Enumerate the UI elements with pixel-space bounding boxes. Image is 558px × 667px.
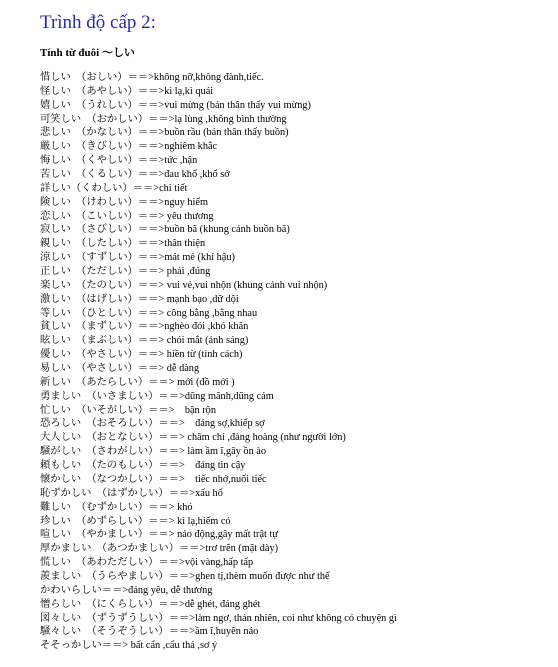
vocabulary-list: [40, 71, 555, 653]
vocabulary-entry: 懐かしい （なつかしい）＝＝> tiếc nhớ,nuối tiếc: [40, 473, 267, 485]
vocabulary-entry: 寂しい （さびしい）＝＝>buồn bã (khung cảnh buồn bã): [40, 224, 290, 236]
page-title: Trình độ cấp 2:: [40, 12, 156, 33]
vocabulary-entry: 激しい （はげしい）＝＝> mạnh bạo ,dữ dội: [40, 293, 239, 305]
vocabulary-entry: 勇ましい （いさましい）＝＝>dũng mãnh,dũng cảm: [40, 390, 274, 402]
vocabulary-entry: 恥ずかしい （はずかしい）＝＝>xấu hổ: [40, 487, 223, 499]
vocabulary-entry: 嬉しい （うれしい）＝＝>vui mừng (bản thân thấy vui mừng): [40, 99, 311, 111]
vocabulary-entry: 険しい （けわしい）＝＝>nguy hiểm: [40, 196, 208, 208]
vocabulary-entry: 大人しい （おとなしい）＝＝> chăm chỉ ,đàng hoàng (như người lớn): [40, 432, 346, 444]
vocabulary-entry: 惜しい （おしい）＝＝>không nỡ,không đành,tiếc.: [40, 72, 264, 83]
vocabulary-entry: 親しい （したしい）＝＝>thân thiện: [40, 238, 206, 250]
vocabulary-entry: 等しい （ひとしい）＝＝> công bằng ,bằng nhau: [40, 307, 258, 319]
vocabulary-entry: 頼もしい （たのもしい）＝＝> đáng tin cậy: [40, 460, 246, 472]
vocabulary-entry: かわいらしい＝＝>đáng yêu, dễ thương: [40, 584, 213, 596]
vocabulary-entry: 恐ろしい （おそろしい）＝＝> đáng sợ,khiếp sợ: [40, 418, 265, 430]
vocabulary-entry: そそっかしい＝＝> bất cẩn ,cẩu thả ,sơ ý: [40, 640, 218, 652]
vocabulary-entry: 詳しい（くわしい）＝＝>chi tiết: [40, 182, 188, 194]
vocabulary-entry: 貧しい （まずしい）＝＝>nghèo đói ,khó khăn: [40, 321, 249, 333]
vocabulary-entry: 難しい （むずかしい）＝＝> khó: [40, 501, 193, 513]
vocabulary-entry: 眩しい （まぶしい）＝＝> chói mắt (ánh sáng): [40, 335, 249, 347]
vocabulary-entry: 厳しい （きびしい）＝＝>nghiêm khắc: [40, 141, 218, 153]
vocabulary-entry: 可笑しい （おかしい）＝＝>lạ lùng ,không bình thường: [40, 113, 287, 125]
vocabulary-entry: 恋しい （こいしい）＝＝> yêu thương: [40, 210, 214, 222]
vocabulary-entry: 優しい （やさしい）＝＝> hiền từ (tính cách): [40, 349, 243, 361]
vocabulary-entry: 忙しい （いそがしい）＝＝> bận rộn: [40, 404, 216, 416]
vocabulary-entry: 羨ましい （うらやましい）＝＝>ghen tị,thèm muốn được như thế: [40, 570, 330, 582]
vocabulary-entry: 図々しい （ずうずうしい）＝＝>làm ngơ, thản nhiên, coi như không có chuyện gì: [40, 612, 397, 624]
vocabulary-entry: 涼しい （すずしい）＝＝>mát mẻ (khí hậu): [40, 252, 235, 264]
vocabulary-entry: 厚かましい （あつかましい）＝＝>trơ trẽn (mặt dày): [40, 543, 279, 555]
vocabulary-entry: 悲しい （かなしい）＝＝>buồn rầu (bản thân thấy buồn): [40, 127, 289, 139]
vocabulary-entry: 易しい （やさしい）＝＝> dễ dàng: [40, 363, 200, 375]
vocabulary-entry: 騒がしい （さわがしい）＝＝> làm ầm ĩ,gây ồn ào: [40, 446, 267, 458]
vocabulary-entry: 正しい （ただしい）＝＝> phải ,đúng: [40, 266, 211, 278]
vocabulary-entry: 怪しい （あやしい）＝＝>kì lạ,kì quái: [40, 85, 214, 97]
vocabulary-entry: 喧しい （やかましい）＝＝> náo động,gây mất trật tự: [40, 529, 278, 541]
vocabulary-entry: 憎らしい （にくらしい）＝＝>dễ ghét, đáng ghét: [40, 598, 261, 610]
vocabulary-entry: 騒々しい （そうぞうしい）＝＝>ầm ĩ,huyên náo: [40, 626, 259, 638]
vocabulary-entry: 慌しい （あわただしい）＝＝>vội vàng,hấp tấp: [40, 557, 254, 569]
section-subtitle: Tính từ đuôi ～しい: [40, 47, 135, 59]
vocabulary-entry: 楽しい （たのしい）＝＝> vui vẻ,vui nhộn (khung cảnh vui nhộn): [40, 279, 328, 291]
vocabulary-entry: 珍しい （めずらしい）＝＝> kì lạ,hiếm có: [40, 515, 231, 527]
vocabulary-entry: 苦しい （くるしい）＝＝>đau khổ ,khổ sở: [40, 169, 230, 181]
vocabulary-entry: 新しい （あたらしい）＝＝> mới (đồ mới ): [40, 376, 235, 388]
vocabulary-entry: 悔しい （くやしい）＝＝>tức ,hận: [40, 155, 198, 167]
